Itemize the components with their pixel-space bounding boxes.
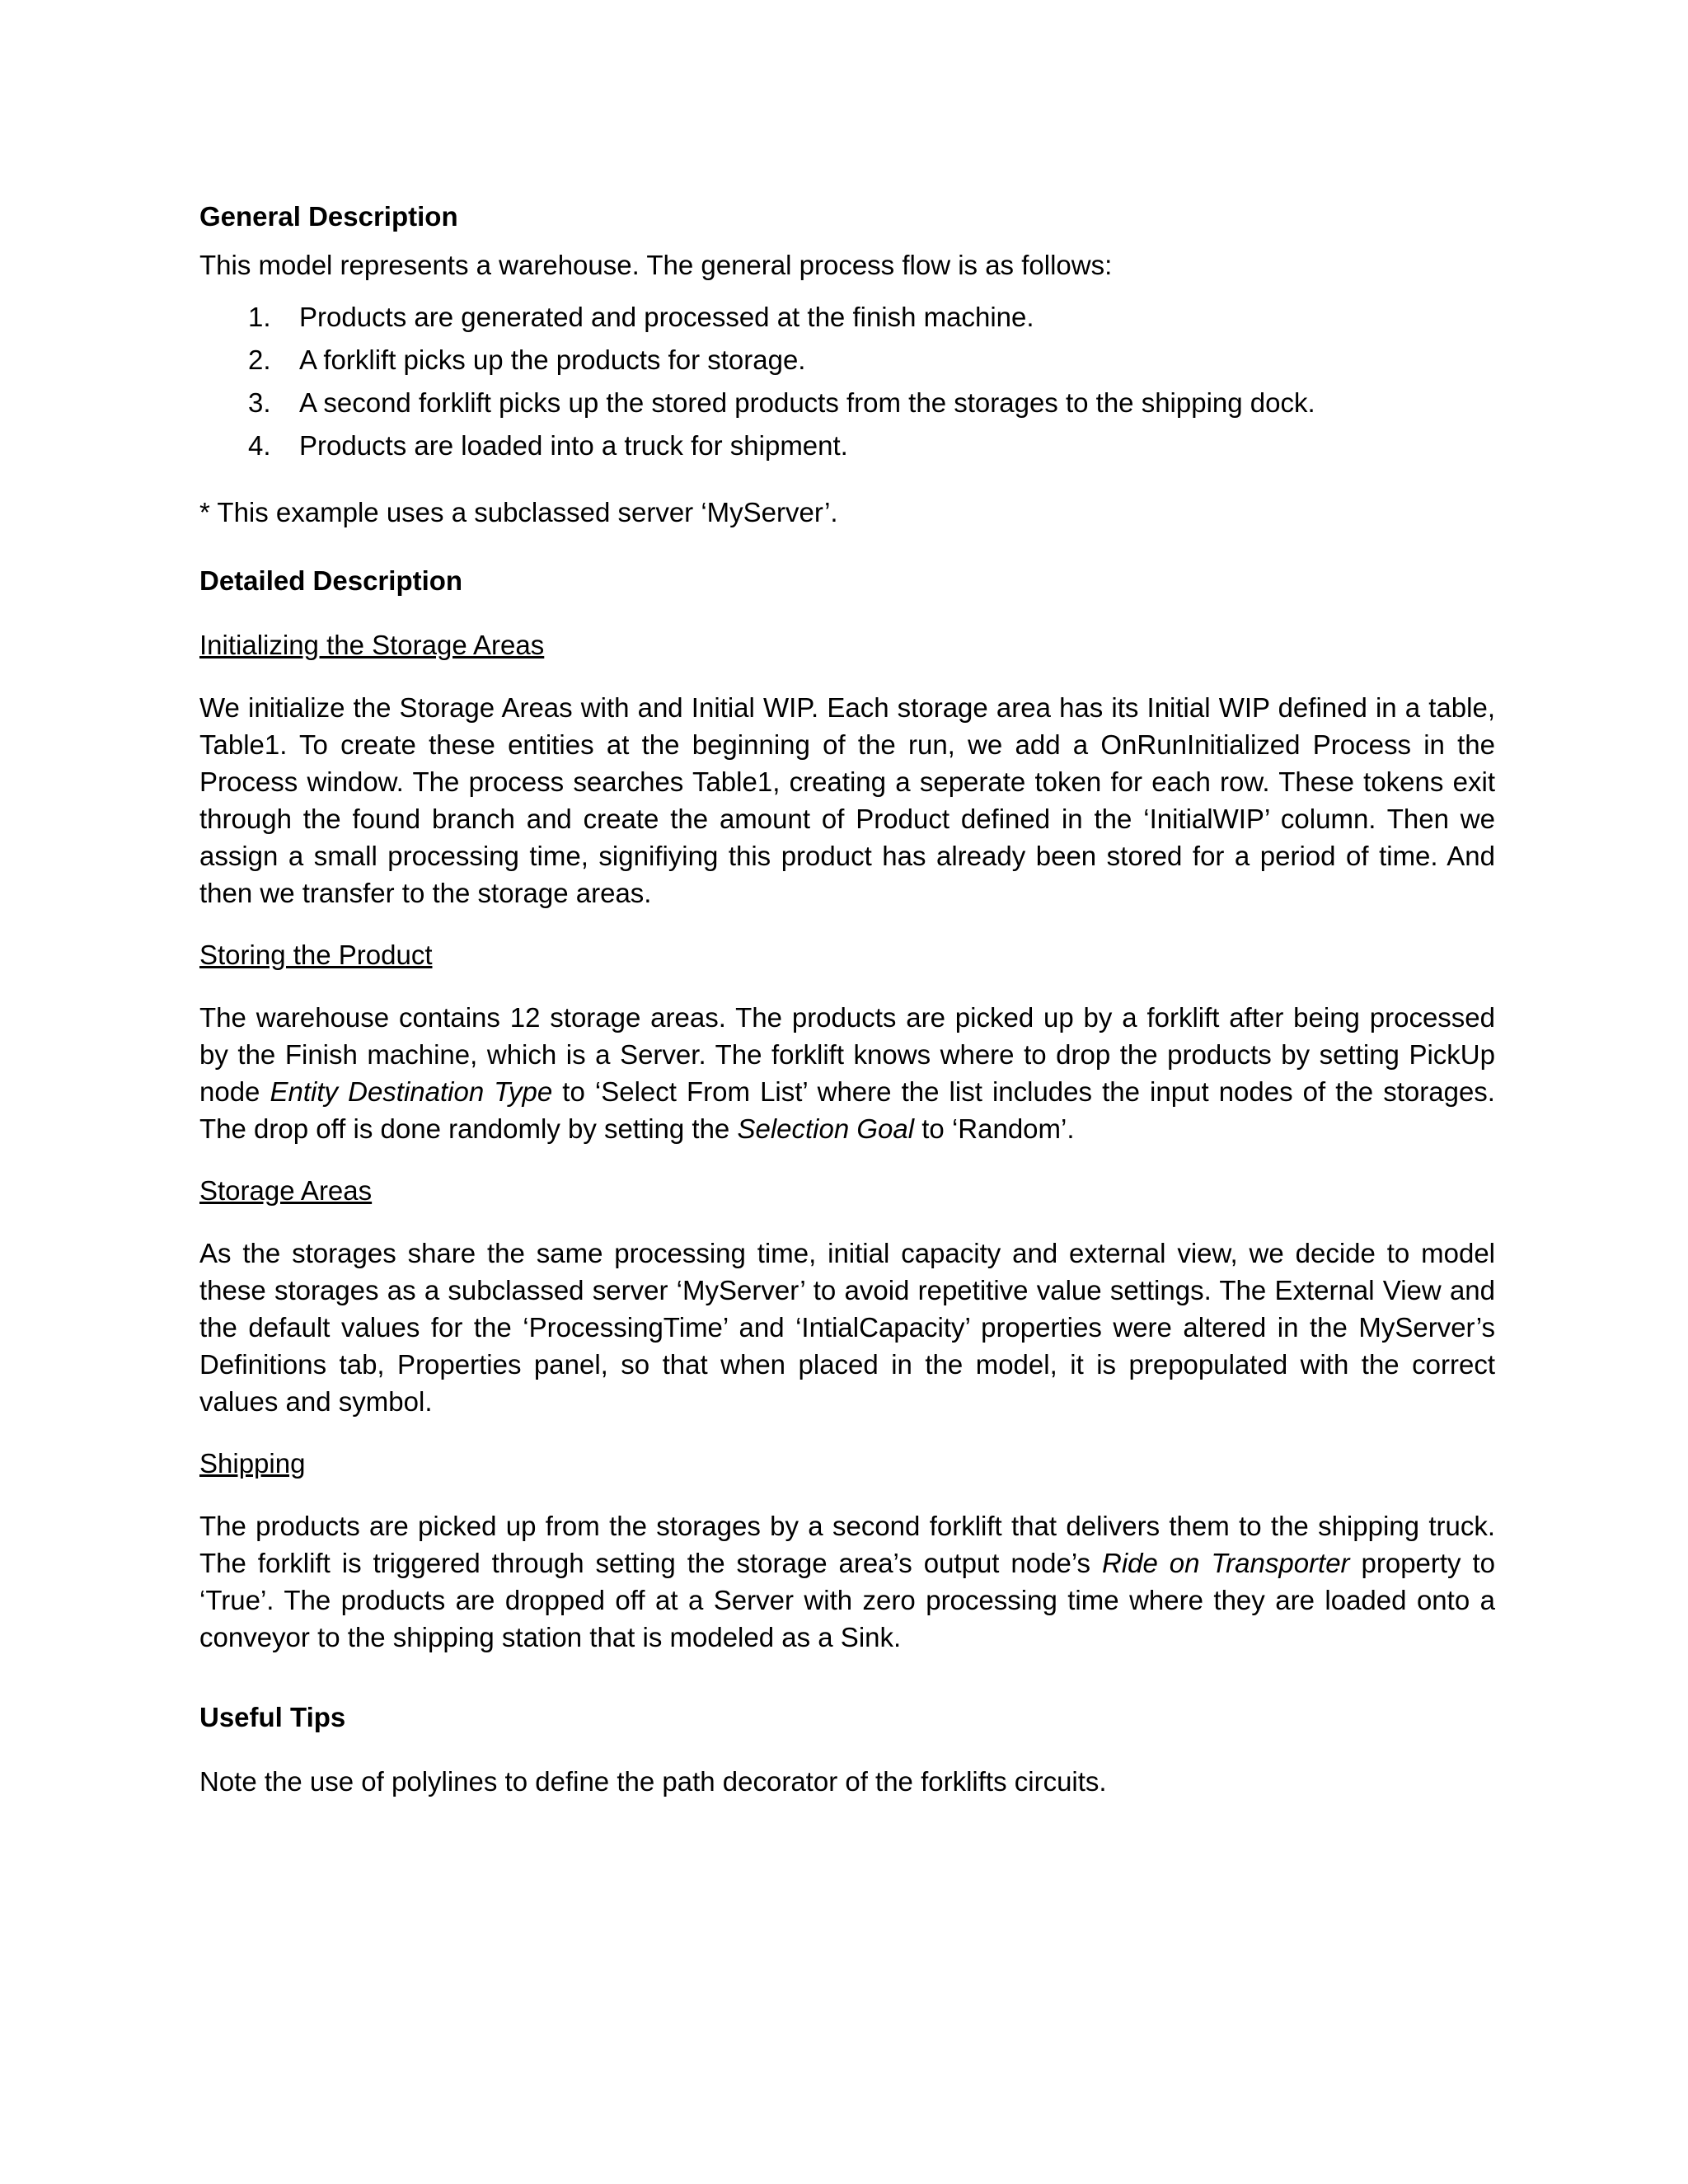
step-text: Products are loaded into a truck for shipment. [299,430,848,461]
entity-destination-type-term: Entity Destination Type [270,1076,553,1107]
list-item [199,427,1495,464]
storing-text-part-3: to ‘Random’. [914,1113,1075,1144]
initializing-storage-paragraph: We initialize the Storage Areas with and Initial WIP. Each storage area has its Initial WIP defined in a table, Table1. To create these entities at the beginning of the run, we add a OnRunInitialized Process in the Process window. The process searches Table1, creating a seperate token for each row. These tokens exit through the found branch and create the amount of Product defined in the ‘InitialWIP’ column. Then we assign a small processing time, signifiying this product has already been stored for a period of time. And then we transfer to the storage areas. [199,692,1495,908]
storage-areas-paragraph: As the storages share the same processing time, initial capacity and external view, we decide to model these storages as a subclassed server ‘MyServer’ to avoid repetitive value settings. The External View and the default values for the ‘ProcessingTime’ and ‘IntialCapacity’ properties were altered in the MyServer’s Definitions tab, Properties panel, so that when placed in the model, it is prepopulated with the correct values and symbol. [199,1238,1495,1417]
subclass-note: * This example uses a subclassed server ‘MyServer’. [199,497,838,527]
list-item [199,384,1495,421]
list-item [199,341,1495,378]
process-steps-list [199,298,1495,464]
shipping-text-part-2: property to ‘True’. The products are dropped off at a Server with zero processing time where they are loaded onto a conveyor to the shipping station that is modeled as a Sink. [199,1548,1496,1652]
storing-text-part-2: to ‘Select From List’ where the list includes the input nodes of the storages. The drop off is done randomly by setting the [199,1076,1495,1144]
selection-goal-term: Selection Goal [737,1113,915,1144]
shipping-subheading: Shipping [199,1448,306,1479]
shipping-paragraph [199,1507,1495,1656]
useful-tips-heading: Useful Tips [199,1702,346,1732]
storage-areas-subheading: Storage Areas [199,1175,373,1206]
section-spacer [199,1656,1495,1699]
step-text: Products are generated and processed at the finish machine. [299,302,1034,332]
step-number: 3. [248,387,271,418]
step-number: 1. [248,302,271,332]
step-number: 4. [248,430,271,461]
step-text: A second forklift picks up the stored products from the storages to the shipping dock. [299,387,1315,418]
storing-text-part-1: The warehouse contains 12 storage areas. The products are picked up by a forklift after being processed by the Finish machine, which is a Server. The forklift knows where to drop the products by setting PickUp node [199,1002,1495,1107]
storing-product-subheading: Storing the Product [199,940,433,970]
ride-on-transporter-term: Ride on Transporter [1102,1548,1350,1578]
general-intro: This model represents a warehouse. The general process flow is as follows: [199,250,1113,280]
detailed-description-heading: Detailed Description [199,565,463,596]
list-item [199,298,1495,335]
step-text: A forklift picks up the products for storage. [299,344,806,375]
initializing-storage-subheading: Initializing the Storage Areas [199,630,545,660]
general-description-heading: General Description [199,201,458,232]
document-page [199,198,1495,1825]
shipping-text-part-1: The products are picked up from the storages by a second forklift that delivers them to the shipping truck. The forklift is triggered through setting the storage area’s output node’s [199,1511,1495,1578]
useful-tips-paragraph: Note the use of polylines to define the path decorator of the forklifts circuits. [199,1766,1107,1797]
storing-product-paragraph [199,999,1495,1147]
step-number: 2. [248,344,271,375]
